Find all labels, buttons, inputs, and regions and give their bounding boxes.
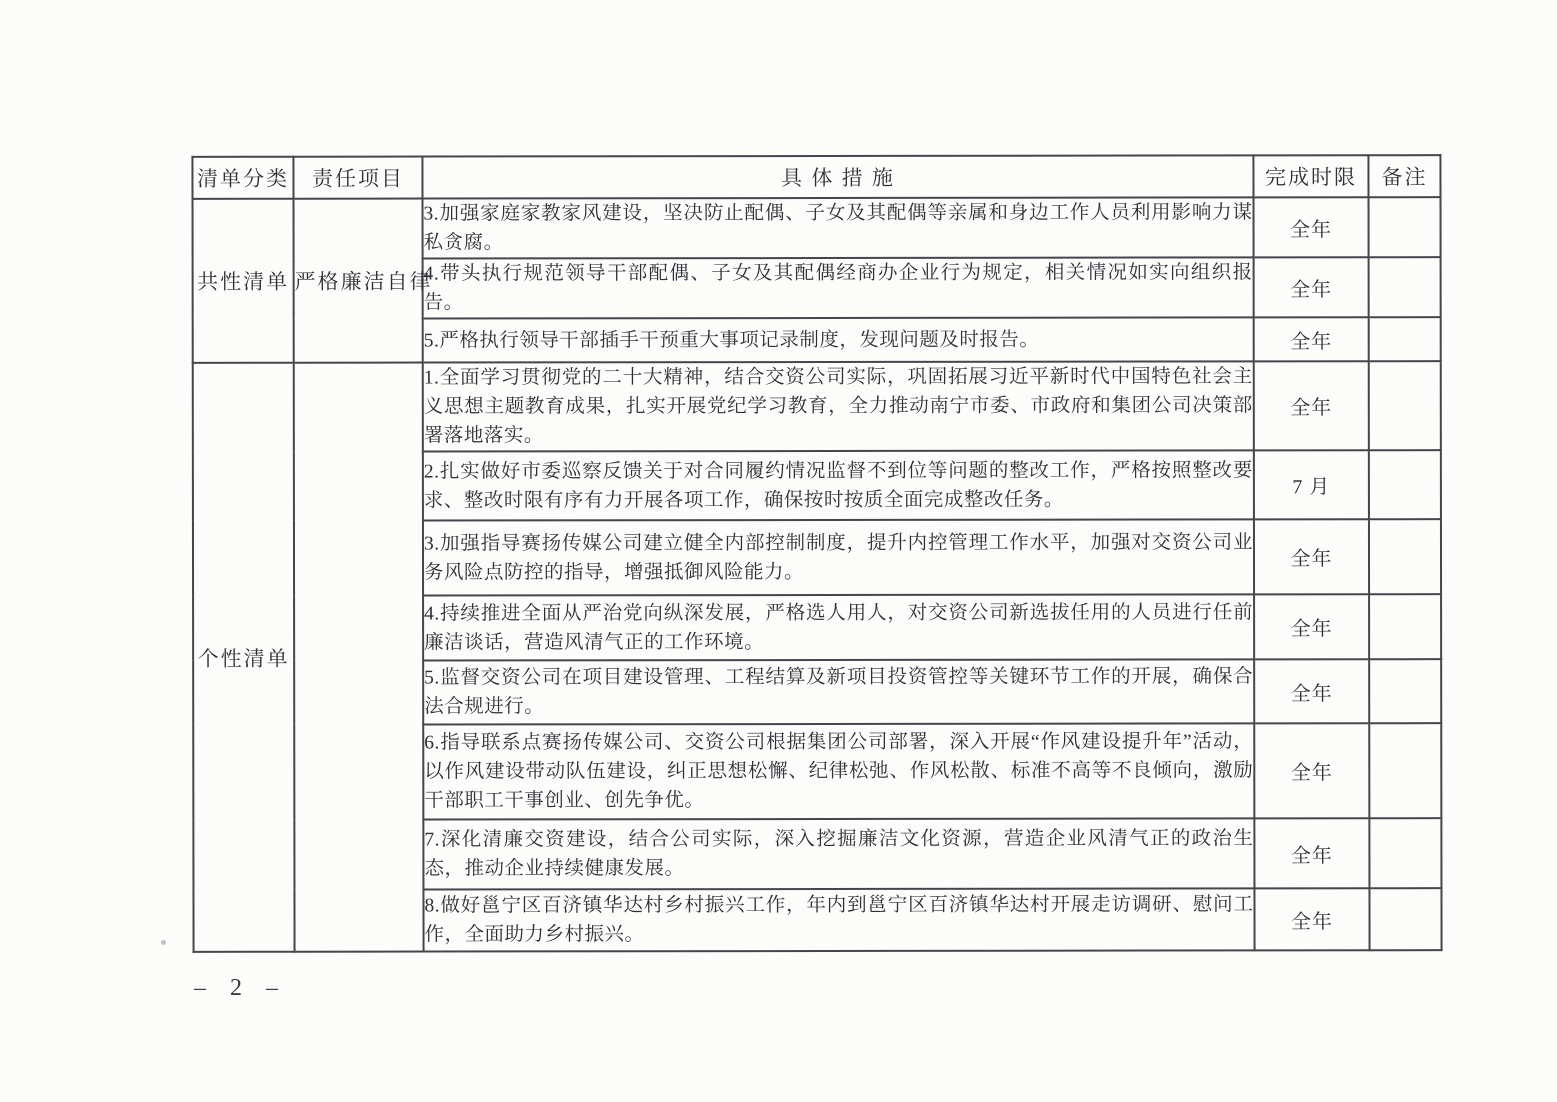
responsibility-list-table [191,154,1442,953]
header-measures: 具 体 措 施 [422,155,1253,198]
measure-cell: 7.深化清廉交资建设，结合公司实际，深入挖掘廉洁文化资源，营造企业风清气正的政治生态，推动企业持续健康发展。 [423,818,1254,889]
table-row [193,197,1441,259]
remark-cell [1369,450,1441,519]
deadline-cell: 全年 [1254,197,1369,257]
deadline-cell: 全年 [1254,257,1369,317]
deadline-cell: 全年 [1254,888,1369,950]
remark-cell [1369,888,1441,950]
deadline-cell: 全年 [1254,361,1369,450]
measure-cell: 5.监督交资公司在项目建设管理、工程结算及新项目投资管控等关键环节工作的开展，确保合法合规进行。 [423,659,1254,724]
remark-cell [1369,594,1441,659]
measure-cell: 8.做好邕宁区百济镇华达村乡村振兴工作，年内到邕宁区百济镇华达村开展走访调研、慰问工作，全面助力乡村振兴。 [423,888,1254,951]
remark-cell [1369,257,1441,317]
measure-cell: 4.带头执行规范领导干部配偶、子女及其配偶经商办企业行为规定，相关情况如实向组织报告。 [423,257,1254,318]
category-cell-common: 共性清单 [193,199,294,363]
category-cell-individual: 个性清单 [193,363,295,952]
deadline-cell: 全年 [1254,594,1369,659]
deadline-cell: 全年 [1254,818,1369,888]
header-project: 责任项目 [293,157,422,199]
project-cell-individual [294,363,424,952]
measure-cell: 6.指导联系点赛扬传媒公司、交资公司根据集团公司部署，深入开展“作风建设提升年”活动，以作风建设带动队伍建设，纠正思想松懈、纪律松弛、作风松散、标准不高等不良倾向，激励干部职工干事创业、创先争优。 [423,723,1254,819]
remark-cell [1369,723,1441,818]
project-cell-common: 严格廉洁自律 [294,199,423,363]
deadline-cell: 全年 [1254,659,1369,723]
deadline-cell: 全年 [1254,723,1369,818]
header-category: 清单分类 [192,157,293,199]
deadline-cell: 全年 [1254,519,1369,594]
measure-cell: 2.扎实做好市委巡察反馈关于对合同履约情况监督不到位等问题的整改工作，严格按照整改要求、整改时限有序有力开展各项工作，确保按时按质全面完成整改任务。 [423,450,1254,520]
table-row [193,361,1441,452]
measure-cell: 4.持续推进全面从严治党向纵深发展，严格选人用人，对交资公司新选拔任用的人员进行任前廉洁谈话，营造风清气正的工作环境。 [423,594,1254,660]
remark-cell [1369,519,1441,594]
measure-cell: 1.全面学习贯彻党的二十大精神，结合交资公司实际，巩固拓展习近平新时代中国特色社会主义思想主题教育成果，扎实开展党纪学习教育，全力推动南宁市委、市政府和集团公司决策部署落地落实。 [423,361,1254,451]
measure-cell: 3.加强家庭家教家风建设，坚决防止配偶、子女及其配偶等亲属和身边工作人员利用影响力谋私贪腐。 [423,197,1254,258]
header-deadline: 完成时限 [1253,155,1368,197]
deadline-cell: 全年 [1254,317,1369,361]
remark-cell [1369,361,1441,450]
measure-cell: 3.加强指导赛扬传媒公司建立健全内部控制制度，提升内控管理工作水平，加强对交资公司业务风险点防控的指导，增强抵御风险能力。 [423,519,1254,595]
header-remark: 备注 [1368,155,1440,197]
remark-cell [1369,197,1441,257]
remark-cell [1369,659,1441,723]
remark-cell [1369,818,1441,888]
page-number: – 2 – [194,975,287,1001]
remark-cell [1369,317,1441,361]
deadline-cell: 7 月 [1254,450,1369,519]
measure-cell: 5.严格执行领导干部插手干预重大事项记录制度，发现问题及时报告。 [423,317,1254,362]
table-header-row [192,155,1440,199]
scan-artifact-dot [161,940,166,945]
